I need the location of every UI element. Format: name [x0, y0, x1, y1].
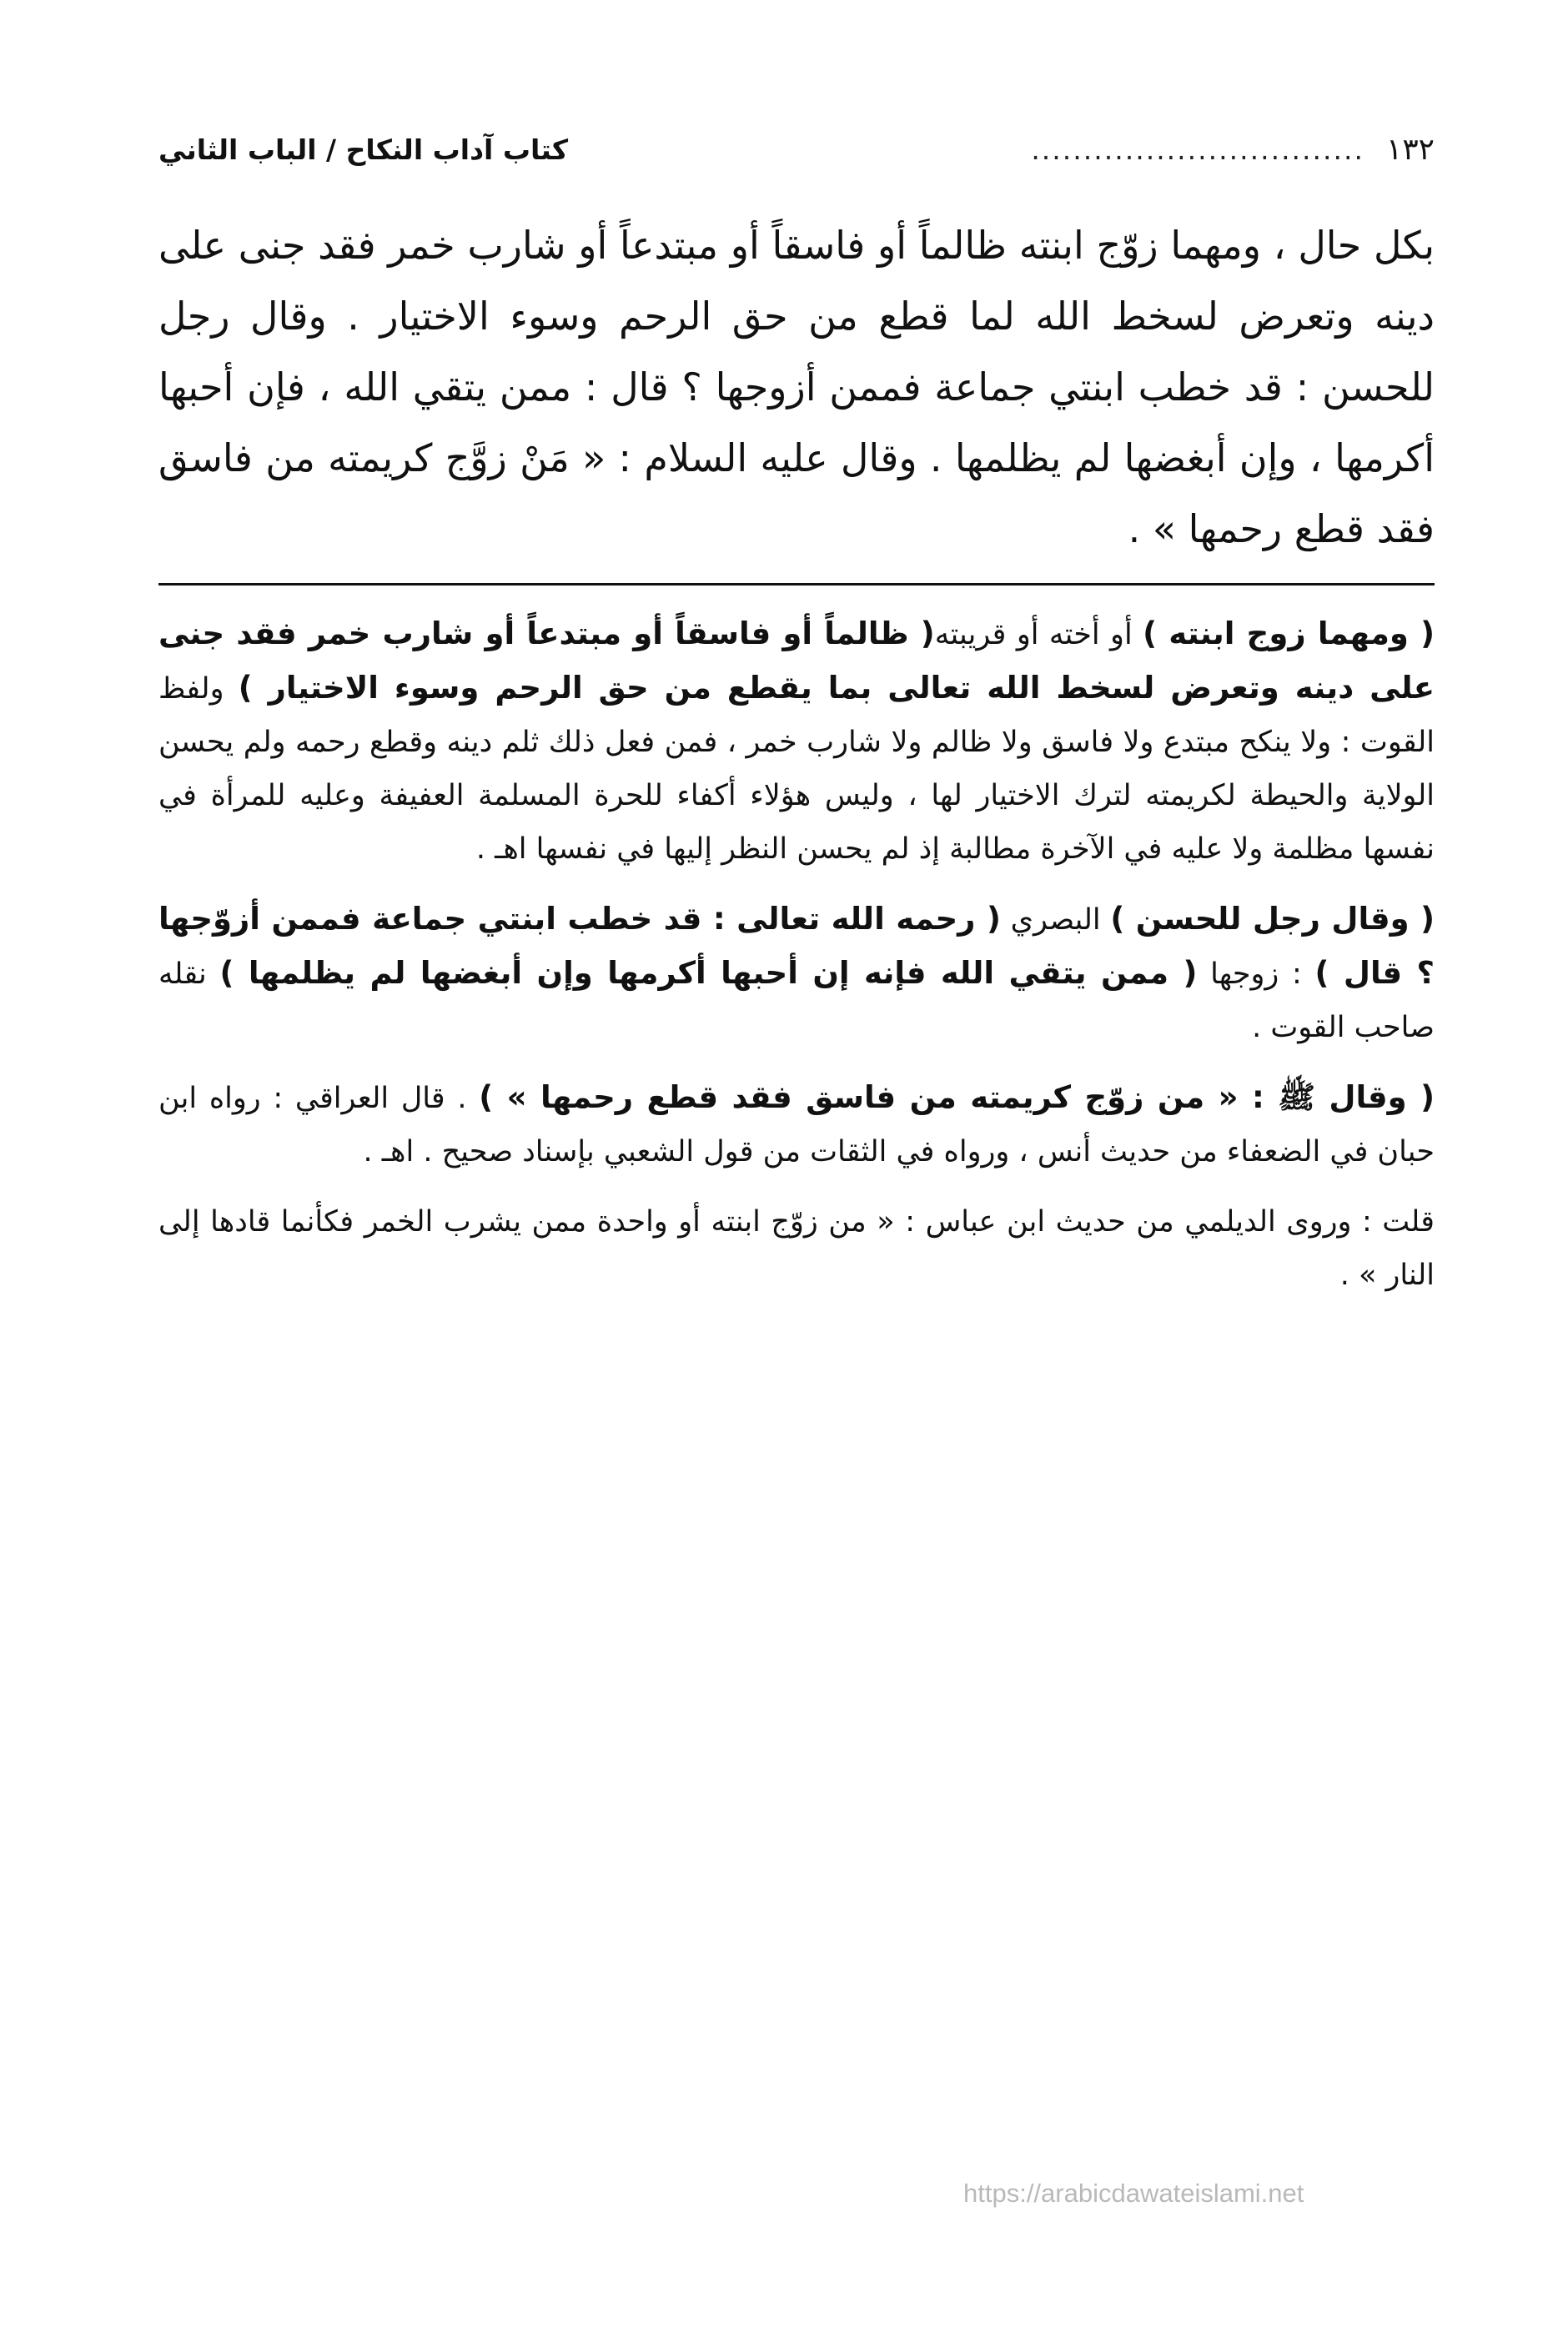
quoted-text: ( ومهما زوج ابنته ): [1143, 616, 1435, 651]
quoted-text: ( رحمه الله تعالى : قد خطب ابنتي جماعة فممن أزوّجها ؟ قال ): [158, 901, 1435, 991]
commentary-text: أو أخته أو قريبته: [934, 618, 1143, 651]
main-paragraph: بكل حال ، ومهما زوّج ابنته ظالماً أو فاسقاً أو مبتدعاً أو شارب خمر فقد جنى على دينه وتعرض لسخط الله لما قطع من حق الرحم وسوء الاختيار . وقال رجل للحسن : قد خطب ابنتي جماعة فممن أزوجها ؟ قال : ممن يتقي الله ، فإن أحبها أكرمها ، وإن أبغضها لم يظلمها . وقال عليه السلام : « مَنْ زوَّج كريمته من فاسق فقد قطع رحمها » .: [158, 223, 1435, 551]
watermark-url: https://arabicdawateislami.net: [963, 2179, 1304, 2208]
commentary-text: ولفظ القوت : ولا ينكح مبتدع ولا فاسق ولا ظالم ولا شارب خمر ، فمن فعل ذلك ثلم دينه وقطع رحمه ولم يحسن الولاية والحيطة لكريمته لترك الاختيار لها ، وليس هؤلاء أكفاء للحرة المسلمة العفيفة وعليه للمرأة في نفسها مظلمة ولا عليه في الآخرة مطالبة إذ لم يحسن النظر إليها في نفسها اهـ .: [158, 672, 1435, 866]
commentary-text: البصري: [1000, 903, 1111, 937]
quoted-text: ( وقال رجل للحسن ): [1110, 901, 1435, 937]
book-page: [158, 125, 1435, 1319]
commentary: [158, 607, 1435, 1302]
commentary-paragraph-3: [158, 1071, 1435, 1179]
quoted-text: ( ممن يتقي الله فإنه إن أحبها أكرمها وإن أبغضها لم يظلمها ): [219, 955, 1198, 991]
commentary-paragraph-1: [158, 607, 1435, 876]
commentary-text: : زوجها: [1197, 957, 1315, 991]
footnote-separator: [158, 583, 1435, 586]
running-title: كتاب آداب النكاح / الباب الثاني: [158, 133, 569, 166]
main-text: [158, 210, 1435, 565]
commentary-paragraph-4: قلت : وروى الديلمي من حديث ابن عباس : « من زوّج ابنته أو واحدة ممن يشرب الخمر فكأنما قادها إلى النار » .: [158, 1205, 1435, 1292]
header-leader-dots: ................................: [1031, 133, 1364, 166]
page-number: ١٣٢: [1385, 133, 1435, 167]
commentary-text: . قال العراقي : رواه ابن حبان في الضعفاء من حديث أنس ، ورواه في الثقات من قول الشعبي بإسناد صحيح . اهـ .: [158, 1082, 1435, 1169]
quoted-text: ( وقال ﷺ : « من زوّج كريمته من فاسق فقد قطع رحمها » ): [479, 1079, 1435, 1115]
running-header: [158, 125, 1435, 175]
quoted-text: ( ظالماً أو فاسقاً أو مبتدعاً أو شارب خمر فقد جنى على دينه وتعرض لسخط الله تعالى بما يقطع من حق الرحم وسوء الاختيار ): [158, 616, 1435, 706]
commentary-text: نقله صاحب القوت .: [158, 957, 1435, 1044]
commentary-paragraph-2: [158, 892, 1435, 1054]
